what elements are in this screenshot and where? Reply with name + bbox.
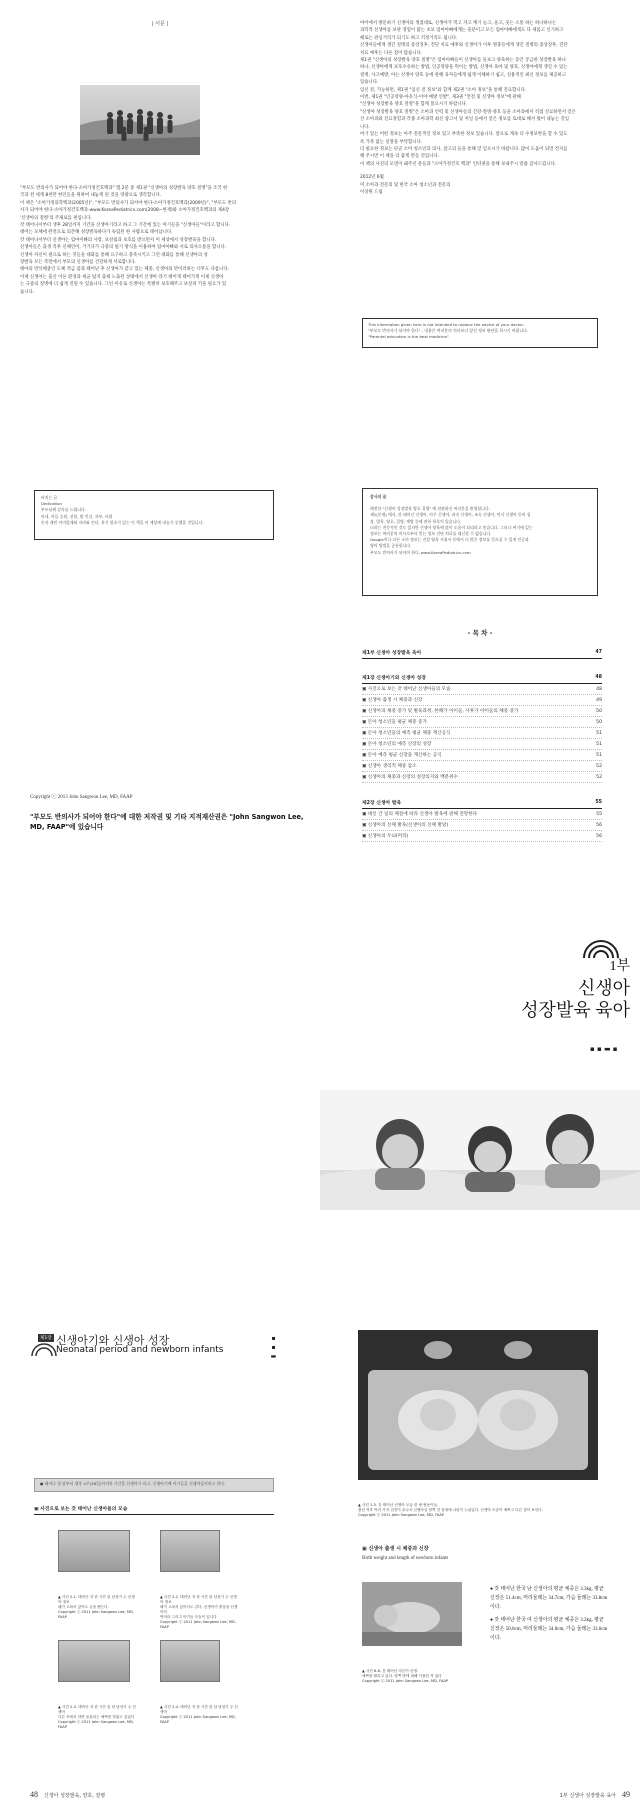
toc-item-page: 56	[596, 833, 602, 839]
toc-item-title: ▣ 신생아의 체중 증가 및 발육과정, 한해가 아이들, 사후가 아이들의 체중 증가	[362, 709, 519, 714]
toc-item-page: 56	[596, 822, 602, 828]
preface-line: 이번, 제1권 "인공영양-아유식-이야 예방 인발", 제3권 "안전 및 신생아 정보"에 관해	[360, 95, 521, 101]
copyright-notice: "부모도 반의사가 되어야 한다"에 대한 저작권 및 기타 지적재산권은 "John Sangwon Lee, MD, FAAP"에 있습니다	[30, 813, 304, 831]
toc-item[interactable]	[362, 772, 602, 783]
toc-item-title: ▣ 돈아 청소년들 평균 체중 증가	[362, 720, 427, 725]
preface-line: 이제 신생아는 출산 이른 환경과 세균 탐지 출세 노출된 상태에서 신생아 라기 태어게 태어가게 이제 신생아	[20, 274, 224, 280]
disclaimer-line: This information given here is not intended to replace the advice of your doctor.	[368, 322, 525, 327]
newborn-thumb-1	[58, 1530, 130, 1572]
toc-item[interactable]	[362, 750, 602, 761]
toc-chapter-row[interactable]	[362, 797, 602, 809]
copyright-line: Copyright ⓒ 2013 John Sangwon Lee, MD, FAAP	[30, 795, 133, 800]
preface-line: 이 책은 "소아가정의학백과(2005년)", "부모도 반의사가 되어야 한다-소아가정건호백과(2009년)", "부모도 반의	[20, 200, 237, 206]
newborn-thumb-4	[160, 1640, 220, 1682]
thanks-line: Google이나 다른 소의 정보는 건강 양육 지침서 등에서 더 많은 정보를 얻으실 수 있게 인글과	[370, 537, 529, 543]
toc-chapter-title: 제2장 신생아 발육	[362, 801, 402, 806]
thanks-line: 더하는 전문적인 것도 있지만 신생아 양육에 많이 도움이 되리라고 믿습니다. 그러나 여기에 있는	[370, 524, 533, 530]
toc-part-title: 제1부 신생아 성장발육 육아	[362, 651, 422, 656]
disclaimer-line: "부모도 반의사가 되어야 한다" - 내용은 여러분의 의사보다 앞선 정보 판단을 하시기 바랍니다.	[368, 328, 529, 334]
thumb-caption-text: ▲ 사진 2-1. 태어난 지 한 시간 된 남성기 주 신생아 정보 배가 고파서 앉아도 손을 뻗는다. Copyright ⓒ 2011 John Sangwon Lee, MD, FAAP	[58, 1595, 135, 1619]
preface-line: 제1권 "신생아의 성장발육 양호 질병"은 엄마아빠들이 신생아를 돌보고 양육하는 동안 궁금한 성장발육 하나	[360, 58, 566, 64]
stats-female: ● 갓 태어난 한국 여 신생아의 평균 체중은 3.2kg, 평균 신장은 50.6cm, 머리둘레는 34.0cm, 가슴 둘레는 33.6cm이다.	[490, 1618, 608, 1641]
preface-date: 2012년 6월	[360, 175, 384, 181]
family-photo	[80, 85, 200, 155]
chapter-badge: 제1장	[40, 1336, 52, 1341]
twins-photo	[358, 1330, 598, 1480]
disclaimer-box	[362, 318, 598, 348]
preface-line: 신생아 자신이 필요로 하는 것들을 대화를 통해 요구하고 충족시키고 그런 대화를 통해 신생아의 성	[20, 252, 208, 258]
thanks-line: 제1(문제) 에서, 갓 태어난 신생아, 아주 신생아, 과속 신생아, 조속 신생아, 만식 신생아 등의 성	[370, 512, 531, 518]
thanks-title: 감사의 글	[370, 494, 387, 499]
preface-line: 장발육 모든 측면에서 부모의 신생아를 건강하게 서로합니다.	[20, 260, 136, 266]
preface-line: 때로는 관심거리가 되기도 하고 걱정거리도 됩니다.	[360, 35, 458, 41]
thanks-line: 레전한 "신생아 성장발육 양호 질병" 에 참관하신 여러분을 환영합니다.	[370, 506, 490, 512]
toc-item-page: 50	[596, 719, 602, 725]
toc-item-page: 50	[596, 708, 602, 714]
footer-running-title: 신생아 성장발육, 양호, 질병	[44, 1793, 106, 1799]
preface-line: 산 소아과와 진료경험과 각종 소아과학 최신 참고서 및 저널 등에서 얻은 정보를 토대로 해서 썼어 내놓는 것입	[360, 117, 569, 123]
toc-item[interactable]	[362, 717, 602, 728]
preface-line: 치료 예후는 다른 점이 많습니다.	[360, 50, 423, 56]
dedication-box	[34, 490, 274, 540]
baby-caption-text: ▲ 사진 6-6. 갓 태어난 다른이 신생. 예쁘를 때리고 있다. 양쪽 발에 대해 사용한 적 있다 Copyright ⓒ 2011 John Sangwon Lee, MD, FAAP	[362, 1669, 449, 1683]
thumb-caption	[160, 1684, 240, 1744]
toc-chapter-title: 제1장 신생아기와 신생아 성장	[362, 676, 426, 681]
toc-item-title: ▣ 신생아의 신체 발육(신생아의 신체 발달)	[362, 823, 449, 828]
toc-item[interactable]	[362, 809, 602, 820]
thanks-line: 영어 방법을 공통합니다.	[370, 543, 412, 549]
thanks-line: 장, 발육, 양호, 질병, 예방 등에 관한 항목이 있습니다.	[370, 518, 462, 524]
preface-line: 더 필요한 정보는 단골 소아 청소년과 의사, 참고의 등을 통해 얻 얻으시기 바랍니다. 많이 도움이 되면 진지를	[360, 146, 568, 152]
thumb-caption	[160, 1574, 240, 1649]
preface-line: "신생아 성장발육 양호 질병"은 소아과 인력 및 신생아들의 건강·질병·양호 등을 소아과에서 직접 진료하면서 얻은	[360, 109, 576, 115]
toc-item-page: 51	[596, 730, 602, 736]
chapter-header	[30, 1330, 250, 1358]
toc-item-title: ▣ 신생아 생리적 체중 감소	[362, 764, 417, 769]
footer-right	[430, 1790, 630, 1799]
thumb-caption-text: ▲ 사진 2-4. 태어난 지 한 시간 된 남 남성기 주 신생아 Copyright ⓒ 2011 John Sangwon Lee, MD, FAAP	[160, 1705, 238, 1724]
twins-caption-text: ▲ 사진 1-5. 갓 태어난 신생아 모습 한 쌍 쌍둥이들. 출산 직후 여러 가지 검진이 끝나서 신생아실 양쪽 갓 침대에 나란히 누워있다. 신생아 모습이 예쁘고 다른 점이 보인다. Copyright ⓒ 2011 John Sangwon Lee, MD, FAAP	[358, 1503, 543, 1517]
toc-item[interactable]	[362, 684, 602, 695]
toc-item-page: 55	[596, 811, 602, 817]
toc-part-row[interactable]	[362, 647, 602, 659]
toc-item[interactable]	[362, 695, 602, 706]
toc-item-title: ▣ 사진으로 보는 갓 태어난 신생아들의 모습	[362, 687, 451, 692]
preface-line: 신생아들은 출생 직후 신체언어, 거기다가 극중의 필기 방식을 이용하여 엄마아빠와 서로 의사소통을 합니다.	[20, 245, 227, 251]
preface-line: 는 극중의 질병에 더 쉽게 걸릴 수 있습니다. 그런 이유로 신생아는 특별히 보호해주고 보살펴 키울 필요가 있	[20, 282, 227, 288]
toc-item-title: ▣ 대신 간 일의 체질에 따라 신생아 발육에 관해 전망한다	[362, 812, 478, 817]
preface-body-right	[360, 20, 628, 196]
thumb-caption	[58, 1574, 138, 1639]
birth-stats	[490, 1585, 608, 1643]
preface-line: 과학적 신생아를 보관 경험이 많는 초보 엄마아빠에게는 울분이고 모든 엄마아빠에게도 다 새롭고 신기하고	[360, 28, 564, 34]
chapter-title-en: Neonatal period and newborn infants	[56, 1345, 224, 1355]
toc-item-page: 52	[596, 763, 602, 769]
toc-item-title: ▣ 신생아의 두뇌(머리)	[362, 834, 409, 839]
newborn-photo	[58, 1640, 130, 1682]
toc-chapter-page: 48	[595, 675, 602, 680]
preface-line: 질병, 사고예방, 아는 신생아 양호 등에 관해 육자들에게 쉽게 이해하기 쉽고, 실용적인 최신 정보를 제공하고	[360, 72, 567, 78]
preface-line: 태아의 만삭체중인 도체 적금 갑과 태어난 후 신생아가 갖고 있는 체중, 신생아의 만이러하는 너무도 다릅니다.	[20, 267, 229, 273]
toc-chapter-row[interactable]	[362, 672, 602, 684]
preface-line: 갓 태어나서부터 신생아는 엄마이빠의 사랑, 보살핌과 보호를 받으면서 이 세상에서 성장발육을 합니다.	[20, 237, 217, 243]
toc-item[interactable]	[362, 831, 602, 842]
toc-item-title: ▣ 신생아의 체중과 신장의 성장의지와 백분위수	[362, 775, 458, 780]
toc-item[interactable]	[362, 820, 602, 831]
disclaimer-line: "Parental education is the best medicine"	[368, 334, 449, 340]
photos-heading: ▣ 사진으로 보는 갓 태어난 신생아들의 모습	[34, 1505, 274, 1515]
preface-line: 록 가족 없는 실망을 부탁합니다.	[360, 139, 423, 145]
toc-chapter-page: 55	[595, 800, 602, 805]
preface-line: 하나, 신생아에게 보호수유하는 방법, 인공영양을 먹이는 방법, 신생아 육아 및 양호, 신생아에게 생길 수 있는	[360, 65, 568, 71]
preface-line: 사가 되어야 한다-소아가정건호백과-www.KoreaPediatrics.com(2008~현재)와 소아가정건호백과의 제4장	[20, 208, 230, 214]
preface-line: 이 책의 사진의 모델이 돼주신 분들과 "소아가정건호 백과" 인터넷을 통해 보내주시 말씀 감사드립니다.	[360, 161, 557, 167]
thumb-caption-text: ▲ 사진 2-2. 태어난 지 한 시간 된 남성기 주 신생아 정보 배가 고파서 앉아서도 같다. 신생아가 졸음을 신생아의 먹어라 그리고 아기들 모습이 입니다 Copyright ⓒ 2011 John Sangwon Lee, MD, FAAP	[160, 1595, 238, 1629]
preface-line: 아이에서 방문하기 신생아의 생겼대로, 신생아가 먹고 자고 깨기 놀고, 울고, 웃는 소통 하는 하나하나는	[360, 21, 557, 26]
preface-line: 있습니다.	[360, 80, 379, 86]
toc-part-page: 47	[595, 650, 602, 655]
preface-line: 여기 있는 어떤 정보는 아주 전문적인 정보 있고 부족한 정보 있습니다. 앞으로 계속 더 수정보완을 할 수 있도	[360, 132, 568, 138]
footer-page-number: 49	[622, 1790, 630, 1799]
preface-line: "부모도 반의사가 되어야 한다-소아가정건호백과" 앱 2분 중 제1권 "신생아의 성장발육 양호 질병"을 조국 한	[20, 186, 228, 191]
toc-item-page: 49	[596, 697, 602, 703]
preface-line: '신생아의 질병'의 주제로를 편입니다.	[20, 215, 92, 221]
toc-item-page: 52	[596, 774, 602, 780]
chapter-intro-box	[34, 1478, 274, 1492]
preface-label: | 서문 |	[151, 21, 169, 27]
thanks-line: 정보는 여러분의 의사로부터 얻는 정보 진단 치료를 대신할 수 없습니다.	[370, 531, 492, 537]
preface-line: 임신 전, 가능하면, 제1권 "임신 전 정보"와 함께 제2권 "소아 정보"을 통해 진료합니다.	[360, 87, 527, 93]
newborn-photo	[58, 1530, 130, 1572]
newborn-thumb-2	[160, 1530, 220, 1572]
footer-page-number: 48	[30, 1790, 38, 1799]
chapter-title-ko: 신생아기와 신생아 성장	[56, 1334, 170, 1347]
preface-line: 습니다.	[20, 289, 35, 295]
newborn-photo	[160, 1640, 220, 1682]
thanks-line: 부모도 반의사가 되어야 한다–www.KoreaPediatrics.com	[370, 549, 471, 555]
newborn-photo	[160, 1530, 220, 1572]
stats-male: ● 갓 태어난 한국 남 신생아의 평균 체중은 3.3kg, 평균 신장은 51.4cm, 머리둘레는 34.7cm, 가슴 둘레는 33.8cm이다.	[490, 1587, 608, 1610]
toc-item[interactable]	[362, 706, 602, 717]
preface-line: 국과 전 세계 8천만 한인들을 위하여 내놓게 된 것을 영광으로 생각합니다.	[20, 193, 162, 199]
preface-line: "신생아 성장발육 양호 질병"을 함께 읽으시기 바랍니다.	[360, 102, 468, 108]
baby-photo	[362, 1582, 462, 1646]
twins-caption	[358, 1482, 598, 1537]
dedication-line: 손자 재민 이이었제와 자라와 인녀, 홍기 함초가 있는 이 책을 이 세상에 내놓기 못했을 것입니다.	[41, 519, 204, 525]
dedication-line: 부모님께 감사를 드립니다.	[41, 507, 87, 513]
dedication-line: 아내, 아들 승원, 선원, 딸 인선, 자부, 사위	[41, 513, 113, 519]
decorative-dots-icon: ▪ ▪ ▬ ▪	[590, 1045, 618, 1053]
part-label: 1부	[609, 959, 630, 974]
dedication-subtitle: Dedication	[41, 501, 62, 507]
preface-body-left	[20, 185, 295, 296]
thumb-caption	[58, 1684, 138, 1749]
birth-weight-sub: Birth weight and length of newborn infants	[362, 1556, 449, 1561]
toc-item-page: 51	[596, 741, 602, 747]
preface-line: 태어는 모체에 완전으로 의존해 성장발육하다가 독립된 한 사람으로 태어납니다.	[20, 230, 173, 236]
footer-running-title: 1부 신생아 성장발육 육아	[559, 1793, 616, 1799]
preface-line: 해 주시면 이 책을 더 좋게 만들 것입니다.	[360, 154, 440, 160]
toc-item[interactable]	[362, 761, 602, 772]
toc-chapter2	[362, 797, 602, 842]
birth-weight-heading: ▣ 신생아 출생 시 체중과 신장	[362, 1546, 429, 1552]
toc-item-title: ▣ 돈아 청소년의 예측 신장의 성장	[362, 742, 432, 747]
dedication-title: 바치는 글	[41, 495, 58, 500]
newborn-thumb-3	[58, 1640, 130, 1682]
part-title-line2: 성장발육 육아	[521, 1000, 630, 1020]
toc-item-title: ▣ 신생아 출생 시 체중과 신장	[362, 698, 423, 703]
toc-item[interactable]	[362, 728, 602, 739]
toc-item-title: ▣ 돈아 청소년들의 예측 평균 체중 계산공식	[362, 731, 451, 736]
footer-left	[30, 1790, 230, 1799]
preface-line: 니다.	[360, 124, 370, 130]
toc-item[interactable]	[362, 739, 602, 750]
baby-caption	[362, 1648, 472, 1703]
toc-part1	[362, 647, 602, 659]
part-title-line1: 신생아	[577, 978, 630, 998]
chapter-intro: ● 태어나 첫 달부터 생후 4주(28일)까지의 기간을 신생아기 라고, 신생아기에 아기들을 신생아들이라고 한다.	[40, 1481, 226, 1486]
decorative-dots-icon: ▪ ▪ ▬	[270, 1335, 277, 1360]
preface-author: 미 소아과 전문의 및 한국 소아 청소년과 전문의	[360, 182, 451, 188]
preface-author: 이상원 드림	[360, 189, 383, 195]
toc-chapter1	[362, 672, 602, 783]
toc-item-page: 48	[596, 686, 602, 692]
toc-item-page: 51	[596, 752, 602, 758]
thumb-caption-text: ▲ 사진 2-3. 태어난 지 한 시간 된 남 남성기 주 신생아 다른 속에서 하면 움움되는 예쁘를 하였고 있었다 Copyright ⓒ 2011 John Sangwon Lee, MD, FAAP	[58, 1705, 136, 1729]
preface-line: 갓 태어나서부터 생후 28일까지 기간을 신생아기라고 하고 그 기간에 있는 아기들을 "신생아들"이라고 합니다.	[20, 223, 231, 229]
children-photo	[320, 1090, 640, 1210]
toc-item-title: ▣ 돈아 예측 평균 신장을 계산하는 공식	[362, 753, 442, 758]
thanks-box	[362, 488, 598, 596]
toc-heading: - 목 차 -	[467, 629, 493, 637]
preface-line: 신생아들에게 생긴 질병의 증상징후, 진단 치료 예후와 신생아가 이후 병충들에게 생긴 질병의 증상징후, 진단	[360, 43, 568, 49]
